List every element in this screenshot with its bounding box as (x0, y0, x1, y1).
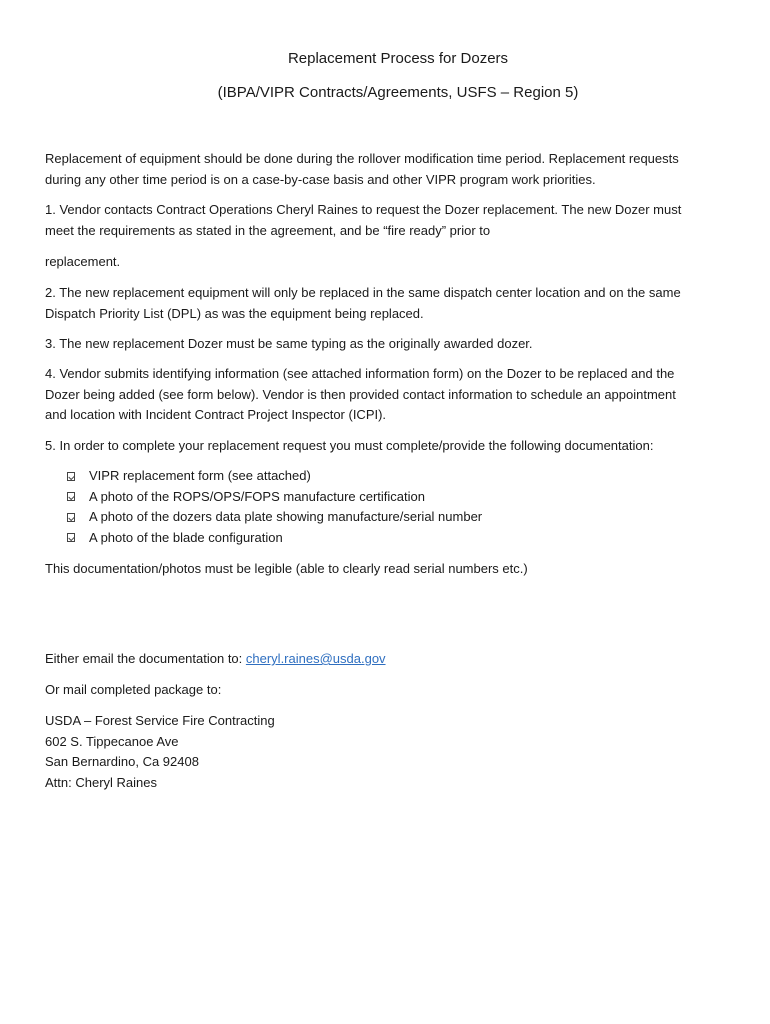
mail-instruction: Or mail completed package to: (45, 682, 222, 697)
legibility-note: This documentation/photos must be legible (able to clearly read serial numbers etc.) (45, 561, 528, 576)
step-4-line-3: and location with Incident Contract Project Inspector (ICPI). (45, 407, 387, 422)
checklist-item (67, 487, 482, 508)
step-1 (45, 200, 735, 241)
step-2-line-1: 2. The new replacement equipment will only be replaced in the same dispatch center location and on the same (45, 285, 681, 300)
checkbox-icon (67, 492, 75, 501)
address-line-2: 602 S. Tippecanoe Ave (45, 733, 179, 749)
checklist-item (67, 466, 482, 487)
email-link[interactable]: cheryl.raines@usda.gov (245, 651, 386, 666)
intro-line-2: during any other time period is on a case-by-case basis and other VIPR program work priorities. (45, 171, 596, 187)
document-title: Replacement Process for Dozers (287, 50, 509, 67)
email-prefix: Either email the documentation to: (45, 651, 246, 666)
email-instruction (45, 649, 735, 670)
address-line-3: San Bernardino, Ca 92408 (45, 754, 199, 769)
checkbox-icon (67, 533, 75, 542)
intro-line-1: Replacement of equipment should be done during the rollover modification time period. Replacement requests (45, 151, 679, 166)
step-1-line-1: 1. Vendor contacts Contract Operations Cheryl Raines to request the Dozer replacement. The new Dozer must (45, 202, 682, 217)
checkbox-icon (67, 513, 75, 522)
step-2 (45, 283, 735, 324)
step-1-continuation: replacement. (45, 254, 121, 269)
documentation-checklist (67, 466, 482, 548)
checklist-item (67, 507, 482, 528)
checkbox-icon (67, 472, 75, 481)
checklist-item-label: VIPR replacement form (see attached) (89, 468, 311, 483)
checklist-item (67, 528, 482, 549)
step-4-line-1: 4. Vendor submits identifying information (see attached information form) on the Dozer to be replaced and the (45, 366, 675, 381)
step-5: 5. In order to complete your replacement request you must complete/provide the following documentation: (45, 438, 654, 453)
step-3: 3. The new replacement Dozer must be same typing as the originally awarded dozer. (45, 336, 533, 351)
step-4 (45, 364, 735, 426)
checklist-item-label: A photo of the blade configuration (89, 529, 283, 545)
address-line-1: USDA – Forest Service Fire Contracting (45, 713, 275, 728)
mailing-address (45, 711, 735, 793)
document-subtitle: (IBPA/VIPR Contracts/Agreements, USFS – Region 5) (217, 84, 579, 101)
step-4-line-2: Dozer being added (see form below). Vendor is then provided contact information to schedule an appointment (45, 386, 676, 402)
address-line-4: Attn: Cheryl Raines (45, 774, 157, 790)
checklist-item-label: A photo of the ROPS/OPS/FOPS manufacture certification (89, 488, 425, 504)
intro-paragraph (45, 149, 735, 190)
step-2-line-2: Dispatch Priority List (DPL) as was the equipment being replaced. (45, 305, 424, 321)
checklist-item-label: A photo of the dozers data plate showing manufacture/serial number (89, 509, 483, 524)
step-1-line-2: meet the requirements as stated in the agreement, and be “fire ready” prior to (45, 222, 491, 238)
